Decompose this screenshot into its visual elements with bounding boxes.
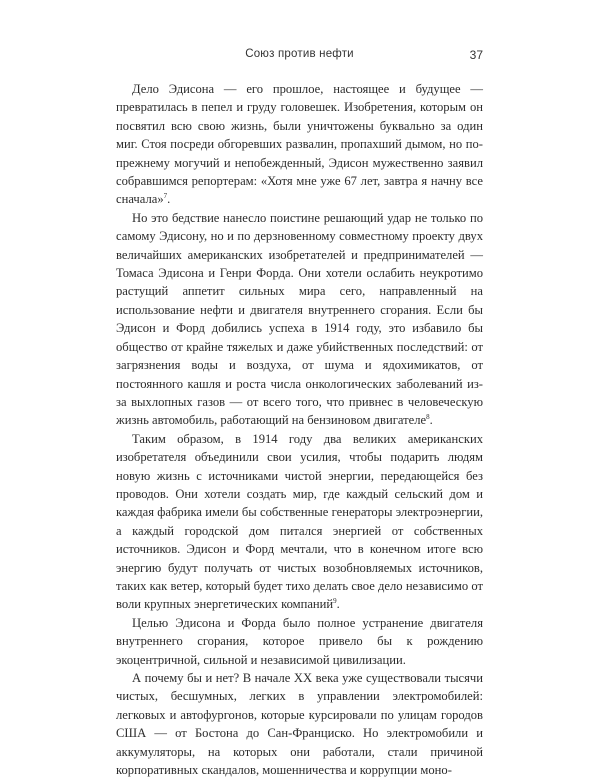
running-head [116,48,483,64]
paragraph-text: Дело Эдисона — его прошлое, настоящее и будущее — превратилась в пепел и груду головешек. Изобретения, которым он посвятил всю свою жизнь, были уничтожены буквально за один миг. Стоя посреди обгоревших развалин, пропахший дымом, но по-прежнему могучий и непобежденный, Эдисон мужественно заявил собравшимся репортерам: «Хотя мне уже 67 лет, завтра я начну все сначала» [116,82,483,207]
body-text [116,80,483,779]
paragraph-5 [116,669,483,779]
paragraph-3 [116,430,483,614]
paragraph-text: Таким образом, в 1914 году два великих американских изобретателя объединили свои усилия, чтобы подарить людям новую жизнь с источниками чистой энергии, передающейся без проводов. Они хотели создать мир, где каждый сельский дом и каждая фабрика имели бы собственные генераторы электроэнергии, а каждый городской дом питался энергией от собственных источников. Эдисон и Форд мечтали, что в конечном итоге всю энергию будут получать от чистых возобновляемых источников, таких как ветер, который будет тихо делать свое дело независимо от воли крупных энергетических компаний [116,431,483,612]
footnote-ref[interactable]: 8 [426,413,430,422]
paragraph-tail: . [429,413,433,428]
footnote-ref[interactable]: 7 [163,192,168,201]
paragraph-tail: . [167,192,171,207]
paragraph-1 [116,80,483,209]
paragraph-4 [116,614,483,669]
paragraph-text: Целью Эдисона и Форда было полное устранение двигателя внутреннего сгорания, которое привело бы к рождению экоцентричной, сильной и независимой цивилизации. [116,615,483,667]
paragraph-tail: . [336,597,340,612]
chapter-title: Союз против нефти [245,48,354,60]
page-number: 37 [469,48,483,62]
paragraph-text: А почему бы и нет? В начале XX века уже существовали тысячи чистых, бесшумных, легких в управлении электромобилей: легковых и автофургонов, которые курсировали по улицам городов США — от Бостона до Сан-Франциско. Но электромобили и аккумуляторы, на которых они работали, стали причиной корпоративных скандалов, мошенничества и коррупции моно- [116,671,483,778]
paragraph-text: Но это бедствие нанесло поистине решающий удар не только по самому Эдисону, но и по дерзновенному совместному проекту двух величайших американских изобретателей и предпринимателей — Томаса Эдисона и Генри Форда. Они хотели ослабить неукротимо растущий аппетит сильных мира сего, направленный на использование нефти и двигателя внутреннего сгорания. Если бы Эдисон и Форд добились успеха в 1914 году, это избавило бы общество от крайне тяжелых и даже убийственных последствий: от загрязнения воды и воздуха, от шума и ядохимикатов, от постоянного кашля и роста числа онкологических заболеваний из-за выхлопных газов — от всего того, что привнес в человеческую жизнь автомобиль, работающий на бензиновом двигателе [116,210,483,428]
paragraph-2 [116,209,483,430]
footnote-ref[interactable]: 9 [333,597,337,606]
